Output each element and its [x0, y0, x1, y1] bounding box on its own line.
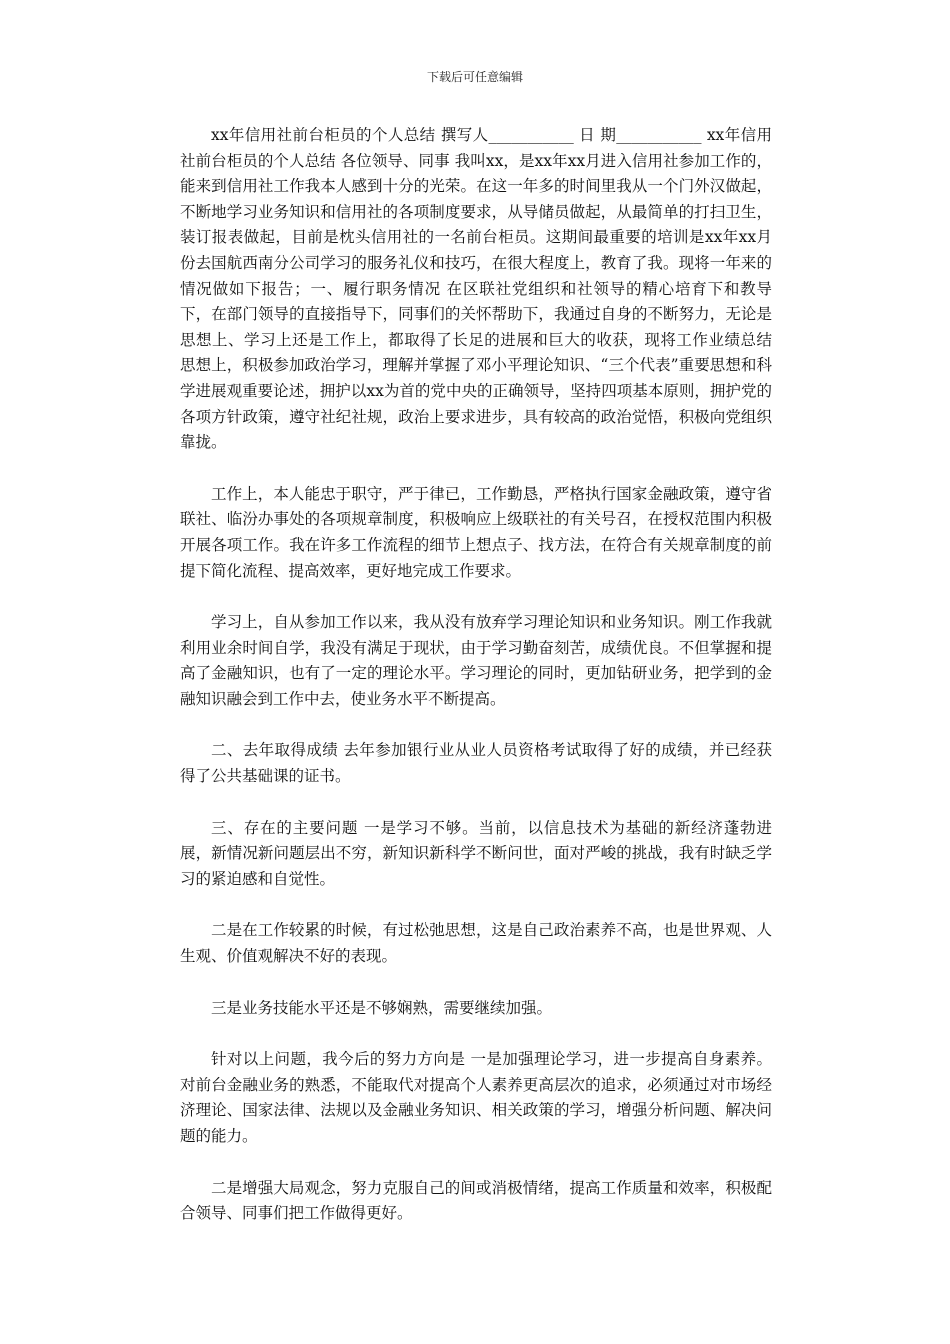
paragraph-study: 学习上，自从参加工作以来，我从没有放弃学习理论知识和业务知识。刚工作我就利用业余时间自学，我没有满足于现状，由于学习勤奋刻苦，成绩优良。不但掌握和提高了金融知识，也有了一定的理论水平。学习理论的同时，更加钻研业务，把学到的金融知识融会到工作中去，使业务水平不断提高。	[180, 613, 772, 708]
paragraph-problem-two: 二是在工作较累的时候，有过松弛思想，这是自己政治素养不高，也是世界观、人生观、价值观解决不好的表现。	[180, 921, 772, 966]
paragraph-work: 工作上，本人能忠于职守，严于律已，工作勤恳，严格执行国家金融政策，遵守省联社、临汾办事处的各项规章制度，积极响应上级联社的有关号召，在授权范围内积极开展各项工作。我在许多工作流程的细节上想点子、找方法，在符合有关规章制度的前提下简化流程、提高效率，更好地完成工作要求。	[180, 484, 772, 580]
document-body	[180, 123, 772, 1253]
paragraph-problems: 三、存在的主要问题 一是学习不够。当前，以信息技术为基础的新经济蓬勃进展，新情况新问题层出不穷，新知识新科学不断问世，面对严峻的挑战，我有时缺乏学习的紧迫感和自觉性。	[180, 818, 772, 888]
paragraph-achievements: 二、去年取得成绩 去年参加银行业从业人员资格考试取得了好的成绩，并已经获得了公共基础课的证书。	[180, 741, 772, 786]
paragraph-problem-three: 三是业务技能水平还是不够娴熟，需要继续加强。	[211, 998, 553, 1017]
paragraph-intro: xx年信用社前台柜员的个人总结 撰写人___________ 日 期___________ xx年信用社前台柜员的个人总结 各位领导、同事 我叫xx，是xx年xx月进入信用社参加工作的，能来到信用社工作我本人感到十分的光荣。在这一年多的时间里我从一个门外汉做起，不断地学习业务知识和信用社的各项制度要求，从导储员做起，从最简单的打扫卫生，装订报表做起，目前是枕头信用社的一名前台柜员。这期间最重要的培训是xx年xx月份去国航西南分公司学习的服务礼仪和技巧，在很大程度上，教育了我。现将一年来的情况做如下报告；一、履行职务情况 在区联社党组织和社领导的精心培育下和教导下，在部门领导的直接指导下，同事们的关怀帮助下，我通过自身的不断努力，无论是思想上、学习上还是工作上，都取得了长足的进展和巨大的收获，现将工作业绩总结 思想上，积极参加政治学习，理解并掌握了邓小平理论知识、“三个代表”重要思想和科学进展观重要论述，拥护以xx为首的党中央的正确领导，坚持四项基本原则，拥护党的各项方针政策，遵守社纪社规，政治上要求进步，具有较高的政治觉悟，积极向党组织靠拢。	[180, 126, 772, 452]
page-header-watermark: 下载后可任意编辑	[426, 70, 523, 84]
paragraph-direction-one: 针对以上问题，我今后的努力方向是 一是加强理论学习，进一步提高自身素养。对前台金融业务的熟悉，不能取代对提高个人素养更高层次的追求，必须通过对市场经济理论、国家法律、法规以及金融业务知识、相关政策的学习，增强分析问题、解决问题的能力。	[180, 1050, 772, 1145]
paragraph-direction-two: 二是增强大局观念，努力克服自己的间或消极情绪，提高工作质量和效率，积极配合领导、同事们把工作做得更好。	[180, 1178, 772, 1223]
